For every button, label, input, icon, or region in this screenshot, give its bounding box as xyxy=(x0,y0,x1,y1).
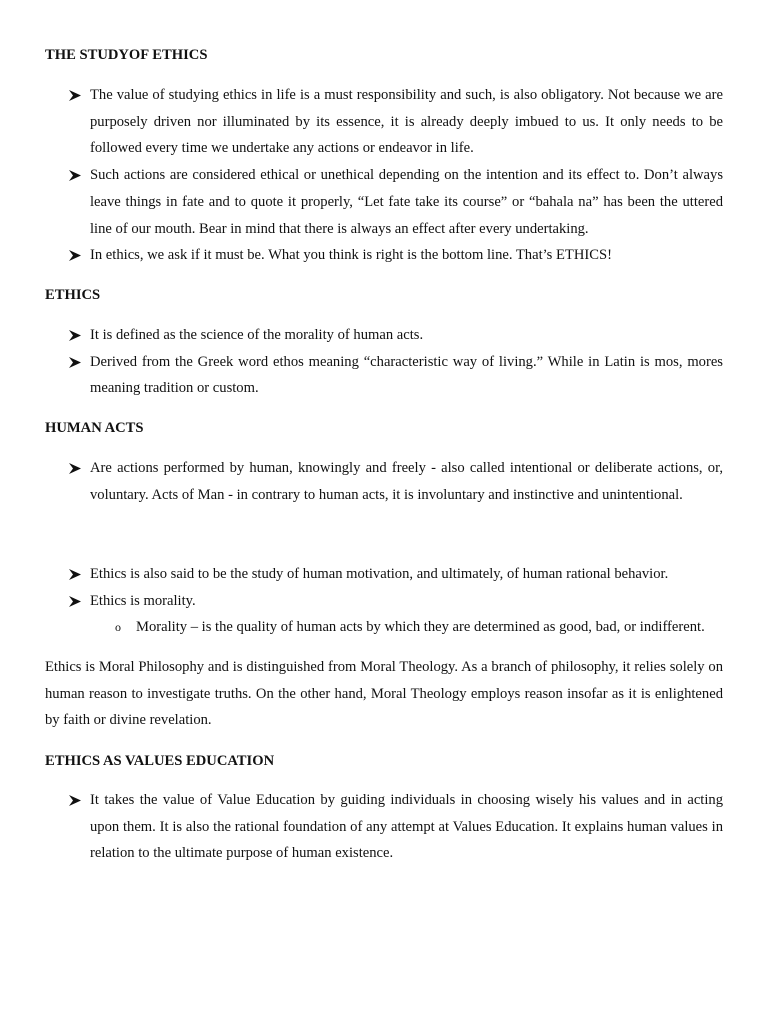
list-item xyxy=(45,349,723,402)
section-heading-human-acts: HUMAN ACTS xyxy=(45,420,144,436)
page-title: THE STUDYOF ETHICS xyxy=(45,47,208,63)
sub-list-item xyxy=(115,614,725,641)
arrow-bullet-icon xyxy=(69,588,83,615)
list-item-text: Ethics is also said to be the study of human motivation, and ultimately, of human rational behavior. xyxy=(90,566,669,582)
sub-list-item-text: Morality – is the quality of human acts by which they are determined as good, bad, or indifferent. xyxy=(136,619,705,635)
arrow-bullet-icon xyxy=(69,349,83,376)
arrow-bullet-icon xyxy=(69,162,83,189)
moral-philosophy-paragraph: Ethics is Moral Philosophy and is distinguished from Moral Theology. As a branch of philosophy, it relies solely on human reason to investigate truths. On the other hand, Moral Theology employs reason insofar as it is enlightened by faith or divine revelation. xyxy=(45,659,723,729)
list-item xyxy=(45,455,723,508)
list-item xyxy=(45,561,723,588)
list-item-text: Such actions are considered ethical or unethical depending on the intention and its effect to. Don’t always leave things in fate and to quote it properly, “Let fate take its course” or “bahala na” has been the uttered line of our mouth. Bear in mind that there is always an effect after every undertaking. xyxy=(90,167,723,237)
arrow-bullet-icon xyxy=(69,787,83,814)
arrow-bullet-icon xyxy=(69,561,83,588)
arrow-bullet-icon xyxy=(69,322,83,349)
human-acts-bullet-list xyxy=(45,455,723,508)
list-item xyxy=(45,82,723,162)
section-heading-values-education: ETHICS AS VALUES EDUCATION xyxy=(45,753,275,769)
values-bullet-list xyxy=(45,787,723,867)
study-bullet-list xyxy=(45,82,723,269)
ethics-bullet-list xyxy=(45,322,723,402)
list-item xyxy=(45,242,723,269)
list-item-text: It takes the value of Value Education by guiding individuals in choosing wisely his values and in acting upon them. It is also the rational foundation of any attempt at Values Education. It explains human values in relation to the ultimate purpose of human existence. xyxy=(90,792,723,862)
list-item-text: Are actions performed by human, knowingly and freely - also called intentional or deliberate actions, or, voluntary. Acts of Man - in contrary to human acts, it is involuntary and instinctive and unintentional. xyxy=(90,460,723,503)
circle-bullet-icon: o xyxy=(115,620,121,634)
list-item-text: It is defined as the science of the morality of human acts. xyxy=(90,327,424,343)
more-bullet-list xyxy=(45,561,723,614)
list-item-text: Derived from the Greek word ethos meaning “characteristic way of living.” While in Latin is mos, mores meaning tradition or custom. xyxy=(90,353,723,397)
section-heading-ethics: ETHICS xyxy=(45,287,101,303)
list-item xyxy=(45,588,723,615)
list-item xyxy=(45,322,723,349)
arrow-bullet-icon xyxy=(69,455,83,482)
list-item xyxy=(45,787,723,867)
list-item-text: Ethics is morality. xyxy=(90,592,196,609)
list-item-text: The value of studying ethics in life is a must responsibility and such, is also obligatory. Not because we are purposely driven nor illuminated by its essence, it is already deeply imbued to us. It only needs to be followed every time we undertake any actions or endeavor in life. xyxy=(90,87,723,157)
list-item xyxy=(45,162,723,242)
arrow-bullet-icon xyxy=(69,242,83,269)
arrow-bullet-icon xyxy=(69,82,83,109)
list-item-text: In ethics, we ask if it must be. What you think is right is the bottom line. That’s ETHICS! xyxy=(90,247,612,264)
